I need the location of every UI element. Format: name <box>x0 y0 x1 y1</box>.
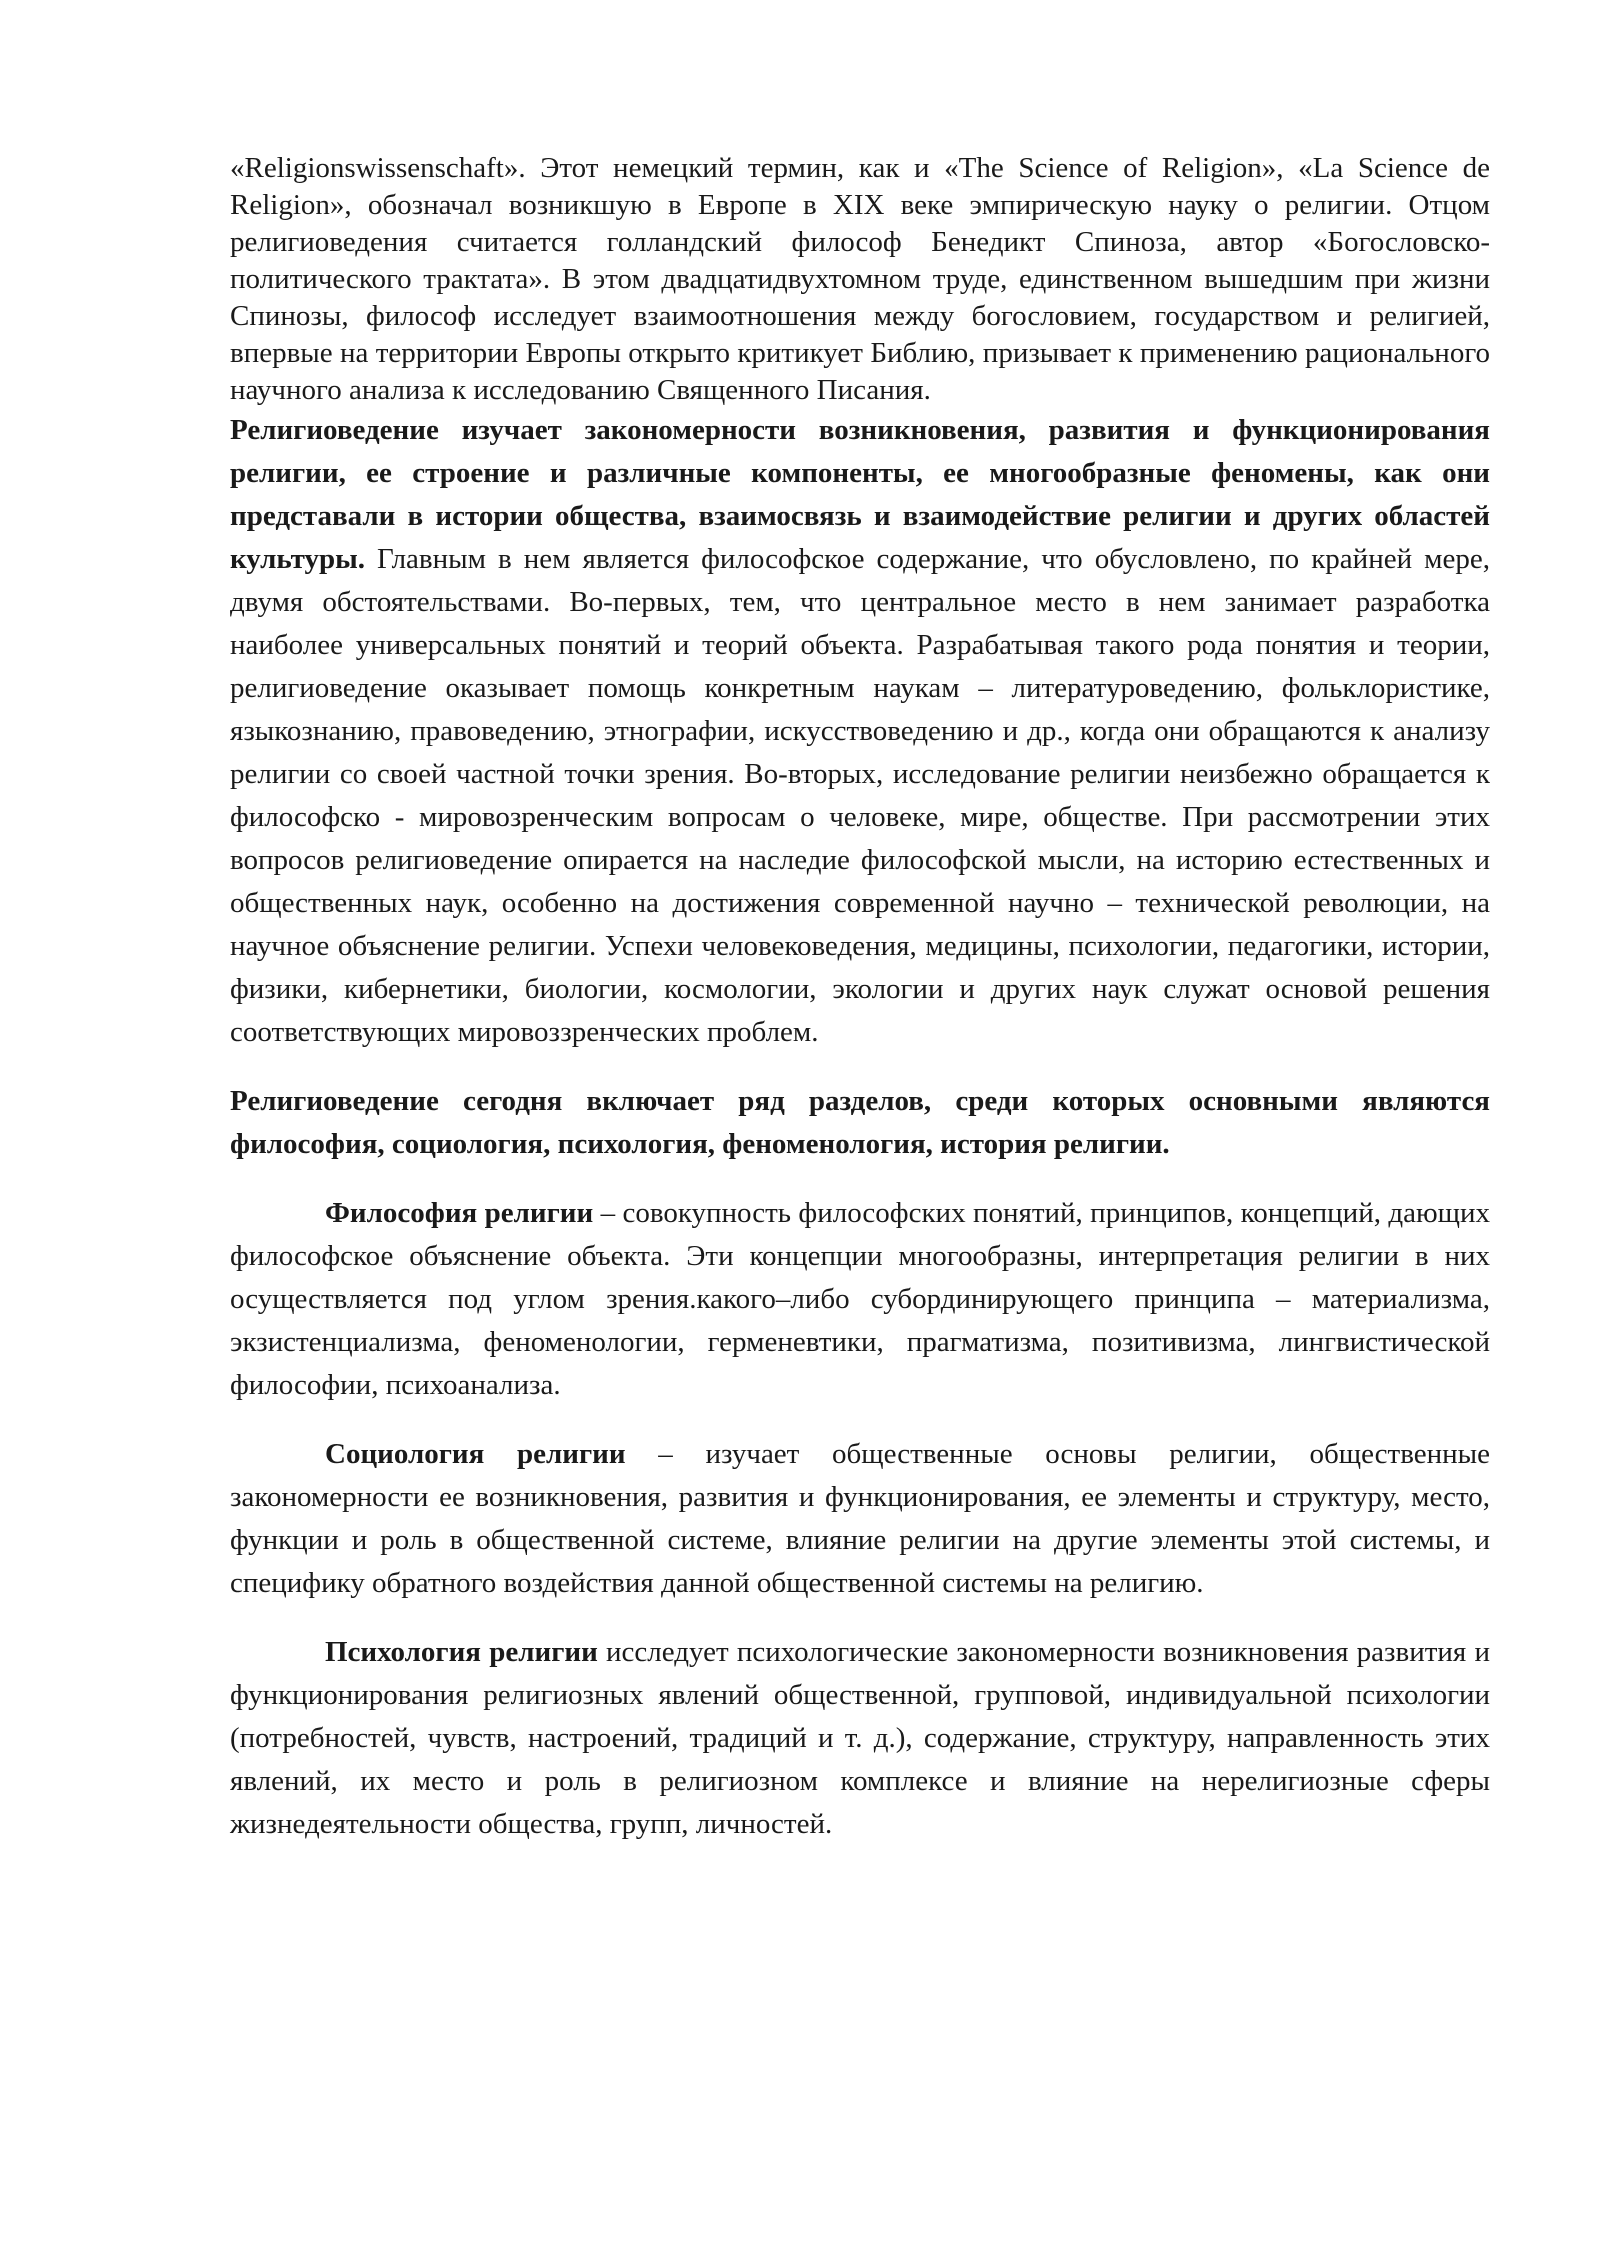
paragraph-sociology <box>230 1433 1490 1605</box>
document-body <box>230 150 1490 1846</box>
paragraph-sections <box>230 1080 1490 1166</box>
paragraph-sociology-text: – изучает общественные основы религии, общественные закономерности ее возникновения, развития и функционирования, ее элементы и структуру, место, функции и роль в общественной системе, влияние религии на другие элементы этой системы, и специфику обратного воздействия данной общественной системы на религию. <box>230 1438 1491 1599</box>
paragraph-psychology-text: исследует психологические закономерности возникновения развития и функционирования религиозных явлений общественной, групповой, индивидуальной психологии (потребностей, чувств, настроений, традиций и т. д.), содержание, структуру, направленность этих явлений, их место и роль в религиозном комплексе и влияние на нерелигиозные сферы жизнедеятельности общества, групп, личностей. <box>230 1636 1490 1840</box>
paragraph-sections-bold: Религиоведение сегодня включает ряд разделов, среди которых основными являются философия, социология, психология, феноменология, история религии. <box>230 1085 1490 1160</box>
paragraph-philosophy-text: – совокупность философских понятий, принципов, концепций, дающих философское объяснение объекта. Эти концепции многообразны, интерпретация религии в них осуществляется под углом зрения.какого–либо субординирующего принципа – материализма, экзистенциализма, феноменологии, герменевтики, прагматизма, позитивизма, лингвистической философии, психоанализа. <box>230 1197 1491 1401</box>
paragraph-sociology-term: Социология религии <box>325 1438 626 1470</box>
paragraph-definition-bold: Религиоведение изучает закономерности возникновения, развития и функционирования религии, ее строение и различные компоненты, ее многообразные феномены, как они представали в истории общества, взаимосвязь и взаимодействие религии и других областей культуры. <box>230 414 1490 575</box>
paragraph-intro-text: «Religionswissenschaft». Этот немецкий термин, как и «The Science of Religion», «La Science de Religion», обозначал возникшую в Европе в XIX веке эмпирическую науку о религии. Отцом религиоведения считается голландский философ Бенедикт Спиноза, автор «Богословско-политического трактата». В этом двадцатидвухтомном труде, единственном вышедшим при жизни Спинозы, философ исследует взаимоотношения между богословием, государством и религией, впервые на территории Европы открыто критикует Библию, призывает к применению рационального научного анализа к исследованию Священного Писания. <box>230 152 1490 406</box>
paragraph-definition-text: Главным в нем является философское содержание, что обусловлено, по крайней мере, двумя обстоятельствами. Во-первых, тем, что центральное место в нем занимает разработка наиболее универсальных понятий и теорий объекта. Разрабатывая такого рода понятия и теории, религиоведение оказывает помощь конкретным наукам – литературоведению, фольклористике, языкознанию, правоведению, этнографии, искусствоведению и др., когда они обращаются к анализу религии со своей частной точки зрения. Во-вторых, исследование религии неизбежно обращается к философско - мировозренческим вопросам о человеке, мире, обществе. При рассмотрении этих вопросов религиоведение опирается на наследие философской мысли, на историю естественных и общественных наук, особенно на достижения современной научно – технической революции, на научное объяснение религии. Успехи человековедения, медицины, психологии, педагогики, истории, физики, кибернетики, биологии, космологии, экологии и других наук служат основой решения соответствующих мировоззренческих проблем. <box>230 543 1490 1048</box>
paragraph-philosophy-term: Философия религии <box>325 1197 594 1229</box>
paragraph-philosophy <box>230 1192 1490 1407</box>
paragraph-intro <box>230 150 1490 409</box>
paragraph-definition <box>230 409 1490 1054</box>
paragraph-psychology <box>230 1631 1490 1846</box>
paragraph-psychology-term: Психология религии <box>325 1636 598 1668</box>
